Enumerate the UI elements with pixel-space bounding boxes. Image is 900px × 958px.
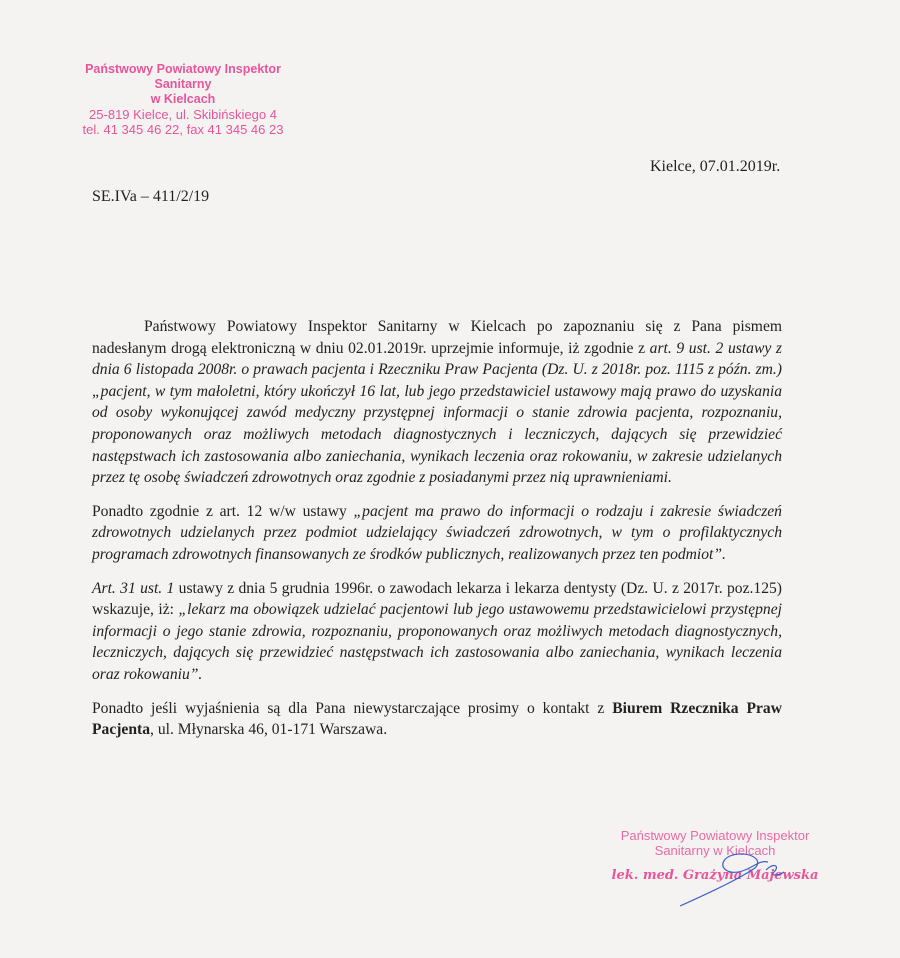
reference-number: SE.IVa – 411/2/19 xyxy=(92,188,210,205)
p4-address: , ul. Młynarska 46, 01-171 Warszawa. xyxy=(150,721,388,739)
signature-stamp-line1: Państwowy Powiatowy Inspektor xyxy=(620,828,810,843)
p1-text: Państwowy Powiatowy Inspektor Sanitarny w Kielcach po zapoznaniu się z Pana pismem nadesłanym drogą elektroniczną w dniu 02.01.2019r. uprzejmie informuje, iż zgodnie z xyxy=(92,318,782,357)
letter-date: Kielce, 07.01.2019r. xyxy=(650,158,781,175)
p3-quote: „lekarz ma obowiązek udzielać pacjentowi lub jego ustawowemu przedstawicielowi przystępnej informacji o jego stanie zdrowia, rozpoznaniu, proponowanych oraz możliwych metodach diagnostycznych, leczniczych, dających się przewidzieć następstwach ich zastosowania albo zaniechania, wynikach leczenia oraz rokowaniu”. xyxy=(92,601,782,683)
stamp-institution: Państwowy Powiatowy Inspektor Sanitarny xyxy=(85,62,281,91)
signature-stamp-line2: Sanitarny w Kielcach xyxy=(654,843,776,858)
p3-text: ustawy z dnia 5 grudnia 1996r. o zawodach lekarza i lekarza dentysty (Dz. U. z 2017r. poz.125) wskazuje, iż: xyxy=(92,579,782,619)
stamp-phone: tel. 41 345 46 22, fax 41 345 46 23 xyxy=(82,122,284,137)
signatory-name: lek. med. Grażyna Majewska xyxy=(611,868,819,883)
letter-body xyxy=(92,316,782,753)
p3-article: Art. 31 ust. 1 xyxy=(92,579,175,597)
stamp-city: w Kielcach xyxy=(150,92,216,106)
p4-office: Biurem Rzecznika Praw Pacjenta xyxy=(92,699,782,739)
p4-text: Ponadto jeśli wyjaśnienia są dla Pana niewystarczające prosimy o kontakt z xyxy=(92,699,613,717)
stamp-address: 25-819 Kielce, ul. Skibińskiego 4 xyxy=(89,107,277,122)
paragraph-2 xyxy=(92,501,782,566)
paragraph-1 xyxy=(92,316,782,489)
paragraph-4 xyxy=(92,698,782,741)
p1-quote: art. 9 ust. 2 ustawy z dnia 6 listopada 2008r. o prawach pacjenta i Rzeczniku Praw Pacjenta (Dz. U. z 2018r. poz. 1115 z późn. zm.) „pacjent, w tym małoletni, który ukończył 16 lat, lub jego przedstawiciel ustawowy mają prawo do uzyskania od osoby wykonującej zawód medyczny przystępnej informacji o stanie zdrowia pacjenta, rozpoznaniu, proponowanych oraz możliwych metodach diagnostycznych i leczniczych, dających się przewidzieć następstwach ich zastosowania albo zaniechania, wynikach leczenia oraz rokowaniu, w zakresie udzielanych przez tę osobę świadczeń zdrowotnych oraz zgodnie z posiadanymi przez nią uprawnieniami. xyxy=(92,339,782,487)
p2-quote: „pacjent ma prawo do informacji o rodzaju i zakresie świadczeń zdrowotnych udzielanych przez podmiot udzielający świadczeń zdrowotnych, w tym o profilaktycznych programach zdrowotnych finansowanych ze środków publicznych, realizowanych przez ten podmiot”. xyxy=(92,502,782,563)
header-stamp xyxy=(58,62,308,137)
paragraph-3 xyxy=(92,578,782,686)
handwritten-signature xyxy=(670,848,820,908)
p2-text: Ponadto zgodnie z art. 12 w/w ustawy xyxy=(92,502,354,520)
